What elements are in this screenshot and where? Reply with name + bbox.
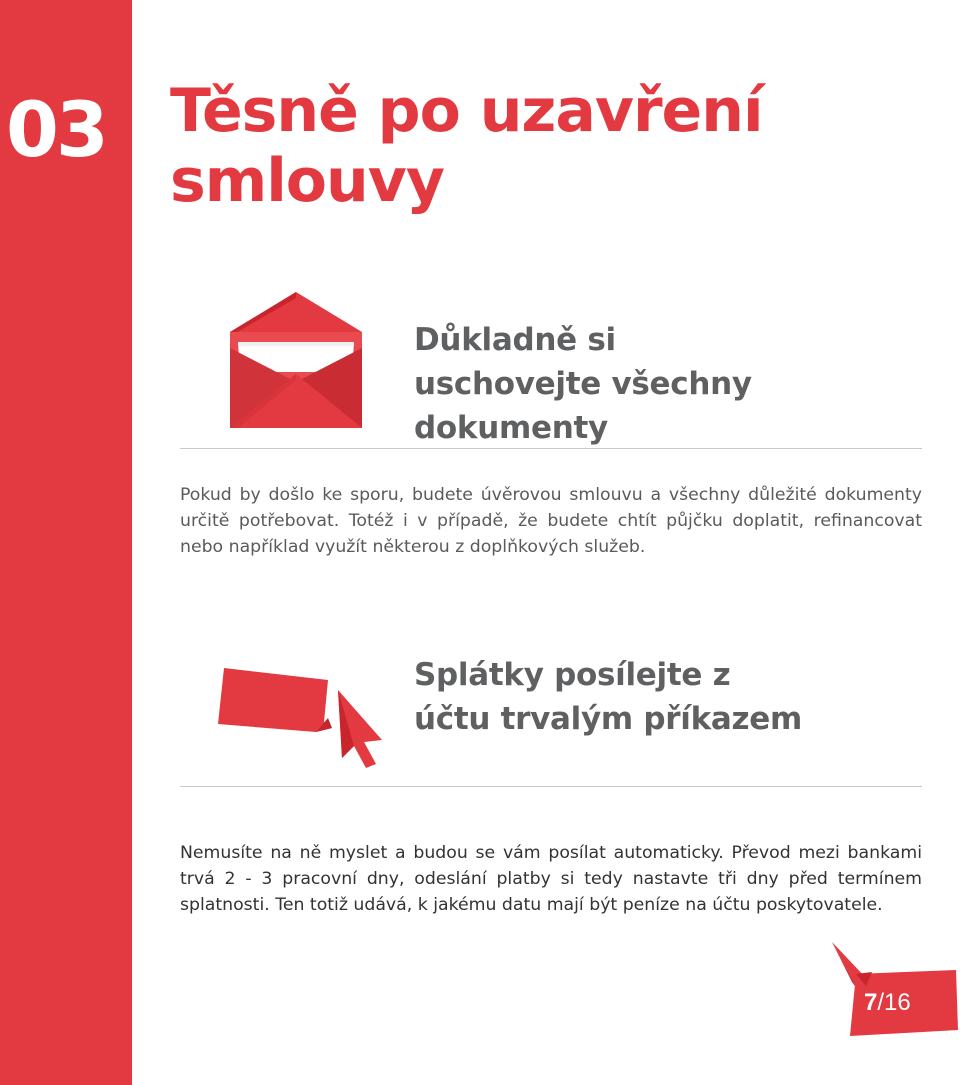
section-heading-documents — [414, 318, 794, 450]
section-divider — [180, 786, 922, 787]
section-body-documents: Pokud by došlo ke sporu, budete úvěrovou smlouvu a všechny důležité dokumenty určitě potřebovat. Totéž i v případě, že budete chtít půjčku doplatit, refinancovat nebo například využít některou z doplňkových služeb. — [180, 485, 922, 557]
page-title: Těsně po uzavření smlouvy — [170, 76, 763, 216]
paper-arrow-icon — [214, 660, 389, 770]
page-current: 7 — [864, 989, 878, 1016]
page-separator: / — [877, 989, 885, 1016]
page-number — [864, 989, 944, 1017]
page-badge-ribbon — [828, 938, 960, 1038]
section-heading-payments — [414, 653, 804, 741]
envelope-icon — [228, 290, 364, 430]
section-heading-text: Splátky posílejte z účtu trvalým příkazem — [414, 657, 802, 737]
chapter-number: 03 — [6, 85, 106, 174]
section-heading-text: Důkladně si uschovejte všechny dokumenty — [414, 322, 752, 446]
page-total: 16 — [884, 989, 911, 1016]
sidebar-band — [0, 0, 132, 1085]
section-body-payments: Nemusíte na ně myslet a budou se vám posílat automaticky. Převod mezi bankami trvá 2 - 3 pracovní dny, odeslání platby si tedy nastavte tři dny před termínem splatnosti. Ten totiž udává, k jakému datu mají být peníze na účtu poskytovatele. — [180, 843, 922, 915]
section-divider — [180, 448, 922, 449]
